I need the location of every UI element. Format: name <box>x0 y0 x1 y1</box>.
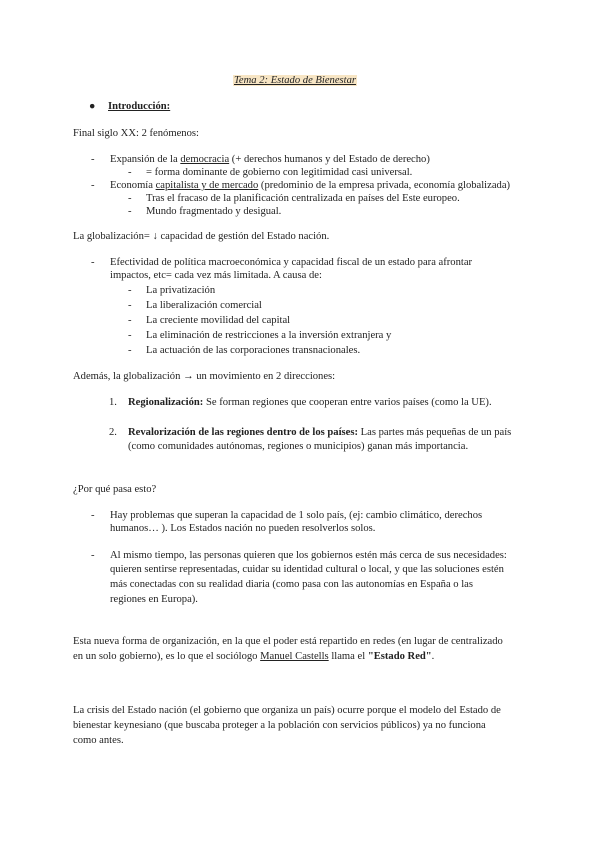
direction-1-term: Regionalización: <box>128 397 204 408</box>
direction-2-term: Revalorización de las regiones dentro de los países: <box>128 427 359 438</box>
phenomenon-2-sub-2: Mundo fragmentado y desigual. <box>146 206 282 217</box>
why-question: ¿Por qué pasa esto? <box>73 484 157 495</box>
crisis-line-3: como antes. <box>73 735 124 746</box>
direction-2-text: Las partes más pequeñas de un país <box>358 427 512 438</box>
effectiveness-line-2: impactos, etc= cada vez más limitada. A causa de: <box>110 270 322 281</box>
reason-2-line-3: más conectadas con su realidad diaria (como pasa con las autonomías en España o las <box>110 579 474 590</box>
bullet-icon: ● <box>89 101 96 112</box>
directions-line: Además, la globalización → un movimiento en 2 direcciones: <box>73 371 336 382</box>
dash-icon: - <box>128 206 132 217</box>
reason-1-line-2: humanos… ). Los Estados nación no pueden resolverlos solos. <box>110 523 376 534</box>
reason-1-line-1: Hay problemas que superan la capacidad de 1 solo país, (ej: cambio climático, derechos <box>110 510 483 521</box>
dash-icon: - <box>91 510 95 521</box>
network-state-pre: en un solo gobierno), es lo que el sociólogo <box>73 651 261 662</box>
direction-1-number: 1. <box>109 397 117 408</box>
crisis-line-1: La crisis del Estado nación (el gobierno que organiza un país) ocurre porque el modelo del Estado de <box>73 705 501 716</box>
phenomenon-1 <box>110 153 430 166</box>
phenomenon-2 <box>110 179 510 192</box>
network-state-term: "Estado Red" <box>367 651 432 662</box>
dash-icon: - <box>128 167 132 178</box>
author-name: Manuel Castells <box>260 651 329 662</box>
phenomenon-2-pre: Economía <box>110 180 156 191</box>
network-state-post: . <box>431 651 435 662</box>
phenomenon-1-key: democracia <box>180 154 230 165</box>
reason-2-line-4: regiones en Europa). <box>110 594 198 605</box>
dash-icon: - <box>128 285 132 296</box>
network-state-line-2 <box>73 650 434 663</box>
cause-item: La liberalización comercial <box>146 300 262 311</box>
page-title <box>233 74 357 87</box>
dash-icon: - <box>128 330 132 341</box>
phenomenon-1-pre: Expansión de la <box>110 154 181 165</box>
globalization-line: La globalización= ↓ capacidad de gestión del Estado nación. <box>73 231 330 242</box>
direction-2 <box>128 426 511 439</box>
reason-2-line-2: quieren sentirse representadas, cuidar su identidad cultural o local, y que las soluciones estén <box>110 564 504 575</box>
cause-item: La actuación de las corporaciones transnacionales. <box>146 345 361 356</box>
direction-1-text: Se forman regiones que cooperan entre varios países (como la UE). <box>203 397 492 408</box>
dash-icon: - <box>91 257 95 268</box>
phenomenon-1-post: (+ derechos humanos y del Estado de derecho) <box>229 154 430 165</box>
cause-item: La eliminación de restricciones a la inversión extranjera y <box>146 330 392 341</box>
direction-1 <box>128 396 492 409</box>
phenomenon-1-sub-1: = forma dominante de gobierno con legitimidad casi universal. <box>146 167 413 178</box>
network-state-line-1: Esta nueva forma de organización, en la que el poder está repartido en redes (en lugar de centralizado <box>73 636 503 647</box>
direction-2-number: 2. <box>109 427 117 438</box>
dash-icon: - <box>91 550 95 561</box>
cause-item: La creciente movilidad del capital <box>146 315 291 326</box>
phenomenon-2-sub-1: Tras el fracaso de la planificación centralizada en países del Este europeo. <box>146 193 460 204</box>
phenomenon-2-key: capitalista y de mercado <box>155 180 259 191</box>
phenomenon-2-post: (predominio de la empresa privada, economía globalizada) <box>258 180 511 191</box>
dash-icon: - <box>128 300 132 311</box>
dash-icon: - <box>128 315 132 326</box>
crisis-line-2: bienestar keynesiano (que buscaba proteger a la población con servicios públicos) ya no funciona <box>73 720 486 731</box>
reason-2-line-1: Al mismo tiempo, las personas quieren que los gobiernos estén más cerca de sus necesidades: <box>110 550 507 561</box>
intro-bullet <box>89 100 95 113</box>
effectiveness-line-1: Efectividad de política macroeconómica y capacidad fiscal de un estado para afrontar <box>110 257 473 268</box>
cause-item: La privatización <box>146 285 216 296</box>
dash-icon: - <box>91 180 95 191</box>
dash-icon: - <box>128 193 132 204</box>
page-title-text: Tema 2: Estado de Bienestar <box>234 75 357 86</box>
direction-2-text-line-2: (como comunidades autónomas, regiones o municipios) ganan más importancia. <box>128 441 469 452</box>
dash-icon: - <box>128 345 132 356</box>
network-state-mid: llama el <box>328 651 368 662</box>
intro-heading: Introducción: <box>108 101 171 112</box>
intro-line: Final siglo XX: 2 fenómenos: <box>73 128 199 139</box>
dash-icon: - <box>91 154 95 165</box>
